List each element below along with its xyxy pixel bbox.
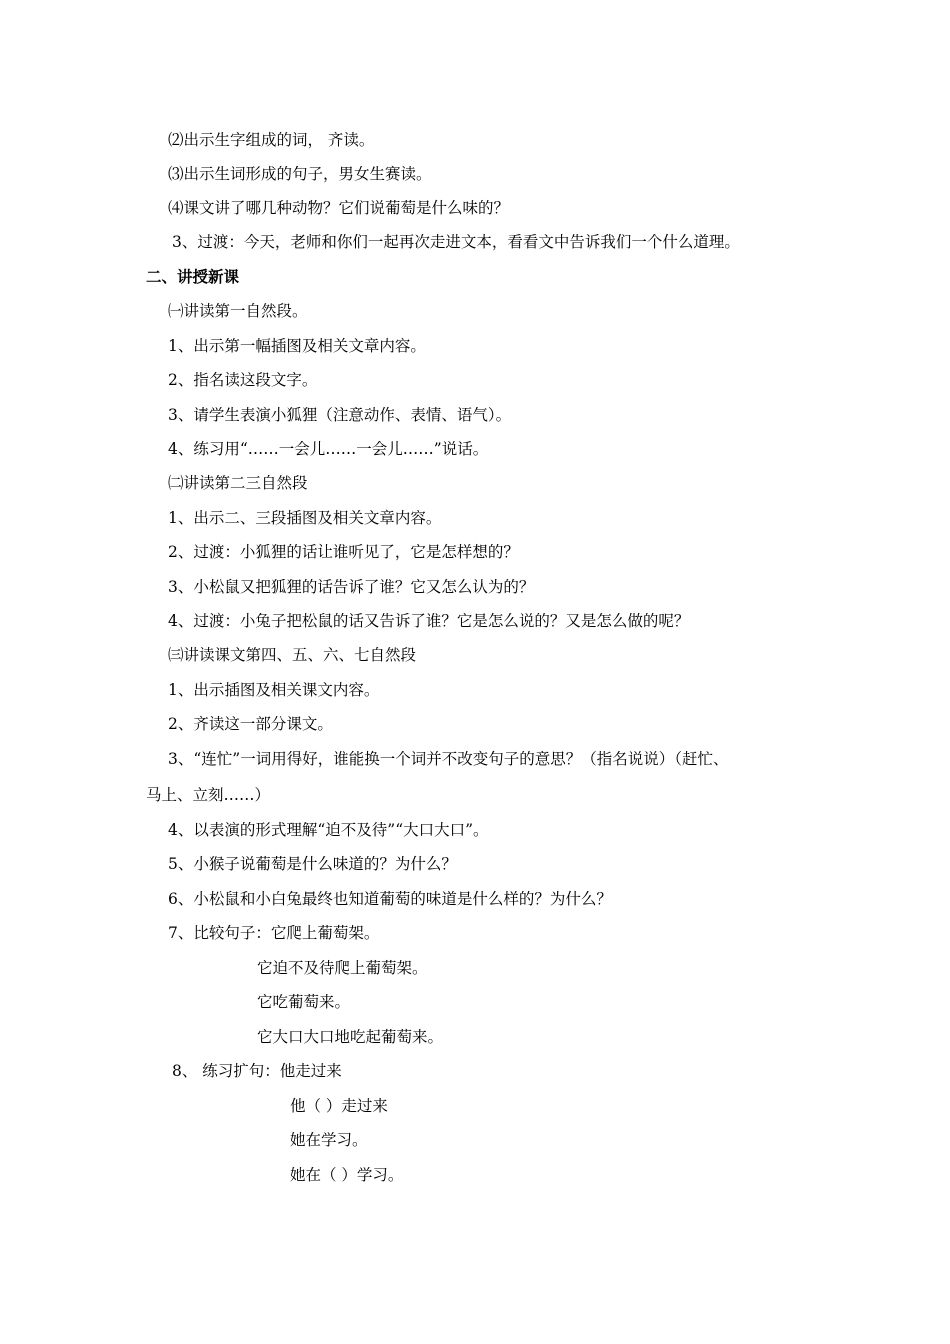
- example-sentence: 它大口大口地吃起葡萄来。: [257, 1028, 444, 1046]
- example-sentence: 她在（ ）学习。: [290, 1166, 404, 1184]
- list-item: 8、 练习扩句：他走过来: [172, 1062, 342, 1080]
- example-sentence: 他（ ）走过来: [290, 1097, 388, 1115]
- step-2-line: ⑵出示生字组成的词， 齐读。: [168, 131, 375, 149]
- subsection-2-heading: ㈡讲读第二三自然段: [168, 474, 308, 492]
- list-item: 1、出示插图及相关课文内容。: [168, 681, 380, 699]
- list-item: 2、齐读这一部分课文。: [168, 715, 333, 733]
- list-item: 3、“连忙”一词用得好，谁能换一个词并不改变句子的意思？（指名说说）（赶忙、: [168, 750, 729, 768]
- example-sentence: 它吃葡萄来。: [257, 993, 351, 1011]
- step-3-line: ⑶出示生词形成的句子，男女生赛读。: [168, 165, 432, 183]
- list-item: 3、请学生表演小狐狸（注意动作、表情、语气）。: [168, 406, 512, 424]
- list-item-continuation: 马上、立刻……）: [146, 786, 271, 804]
- subsection-1-heading: ㈠讲读第一自然段。: [168, 302, 308, 320]
- list-item: 1、出示第一幅插图及相关文章内容。: [168, 337, 426, 355]
- example-sentence: 它迫不及待爬上葡萄架。: [257, 959, 428, 977]
- list-item: 3、小松鼠又把狐狸的话告诉了谁？它又怎么认为的？: [168, 578, 535, 596]
- step-4-line: ⑷课文讲了哪几种动物？它们说葡萄是什么味的？: [168, 199, 510, 217]
- section-heading: 二、讲授新课: [146, 268, 240, 286]
- list-item: 7、比较句子：它爬上葡萄架。: [168, 924, 380, 942]
- list-item: 2、指名读这段文字。: [168, 371, 318, 389]
- list-item: 4、练习用“……一会儿……一会儿……”说话。: [168, 440, 489, 458]
- transition-line: 3、过渡：今天，老师和你们一起再次走进文本，看看文中告诉我们一个什么道理。: [172, 233, 740, 251]
- example-sentence: 她在学习。: [290, 1131, 368, 1149]
- list-item: 1、出示二、三段插图及相关文章内容。: [168, 509, 442, 527]
- list-item: 6、小松鼠和小白兔最终也知道葡萄的味道是什么样的？为什么？: [168, 890, 612, 908]
- list-item: 2、过渡：小狐狸的话让谁听见了，它是怎样想的？: [168, 543, 519, 561]
- subsection-3-heading: ㈢讲读课文第四、五、六、七自然段: [168, 646, 417, 664]
- list-item: 4、过渡：小兔子把松鼠的话又告诉了谁？它是怎么说的？又是怎么做的呢？: [168, 612, 690, 630]
- list-item: 4、以表演的形式理解“迫不及待”“大口大口”。: [168, 821, 489, 839]
- list-item: 5、小猴子说葡萄是什么味道的？为什么？: [168, 855, 457, 873]
